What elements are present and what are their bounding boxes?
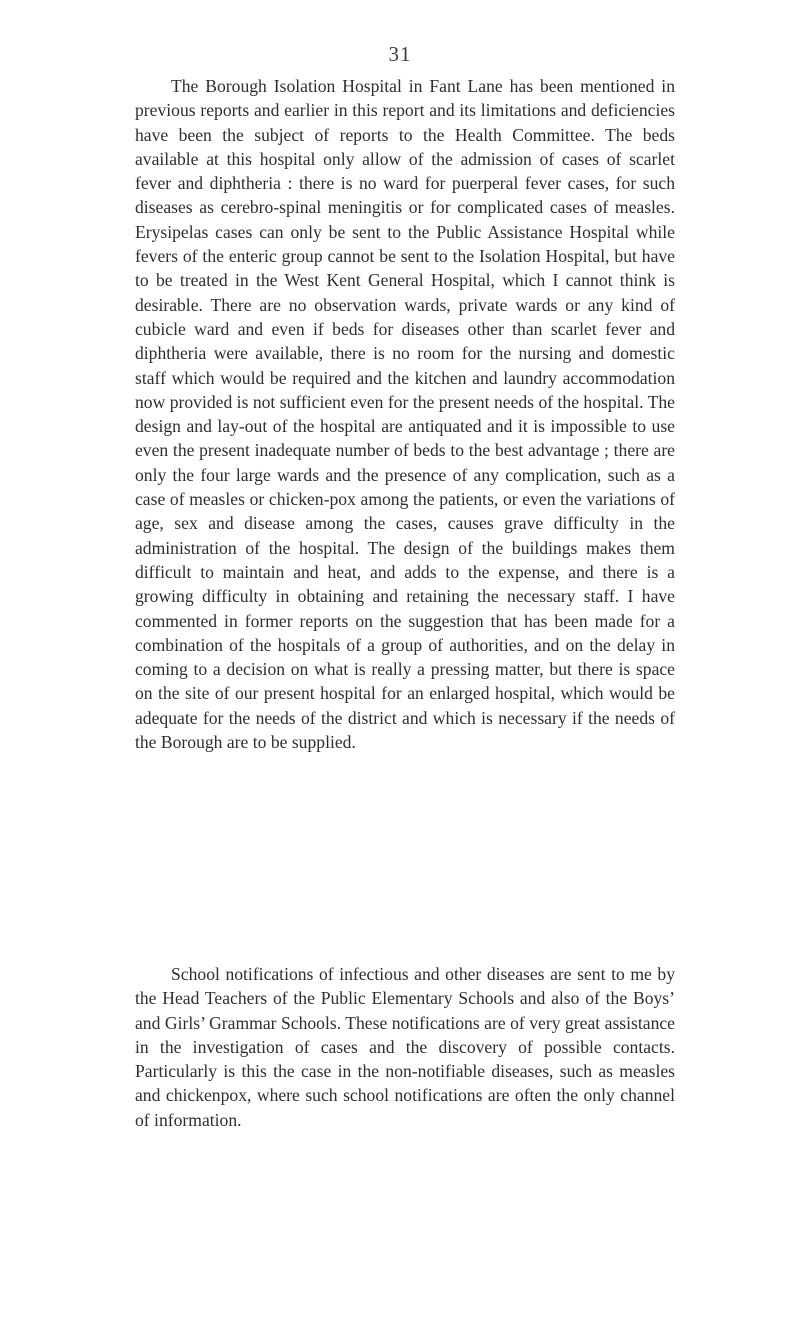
page-number: 31 — [388, 42, 412, 66]
paragraph-school-notifications: School notifications of infectious and other diseases are sent to me by the Head Teachers of the Public Elementary Schools and also of the Boys’ and Girls’ Grammar Schools. These notifications are of very great assistance in the investigation of cases and the discovery of possible contacts. Particularly is this the case in the non-notifiable diseases, such as measles and chickenpox, where such school notifications are often the only channel of information. — [135, 964, 675, 1130]
paragraph-isolation-hospital: The Borough Isolation Hospital in Fant Lane has been mentioned in previous reports and earlier in this report and its limitations and deficiencies have been the subject of reports to the Health Committee. The beds available at this hospital only allow of the admission of cases of scarlet fever and diphtheria : there is no ward for puerperal fever cases, for such diseases as cerebro-spinal meningitis or for complicated cases of measles. Erysipelas cases can only be sent to the Public Assistance Hospital while fevers of the enteric group cannot be sent to the Isolation Hospital, but have to be treated in the West Kent General Hospital, which I cannot think is desirable. There are no observation wards, private wards or any kind of cubicle ward and even if beds for diseases other than scarlet fever and diphtheria were available, there is no room for the nursing and domestic staff which would be required and the kitchen and laundry accommodation now provided is not sufficient even for the present needs of the hospital. The design and lay-out of the hospital are antiquated and it is impossible to use even the present inadequate number of beds to the best advantage ; there are only the four large wards and the presence of any complication, such as a case of measles or chicken-pox among the patients, or even the variations of age, sex and disease among the cases, causes grave difficulty in the administration of the hospital. The design of the buildings makes them difficult to maintain and heat, and adds to the expense, and there is a growing difficulty in obtaining and retaining the necessary staff. I have commented in former reports on the suggestion that has been made for a combination of the hospitals of a group of authorities, and on the delay in coming to a decision on what is really a pressing matter, but there is space on the site of our present hospital for an enlarged hospital, which would be adequate for the needs of the district and which is necessary if the needs of the Borough are to be supplied. — [135, 76, 675, 753]
